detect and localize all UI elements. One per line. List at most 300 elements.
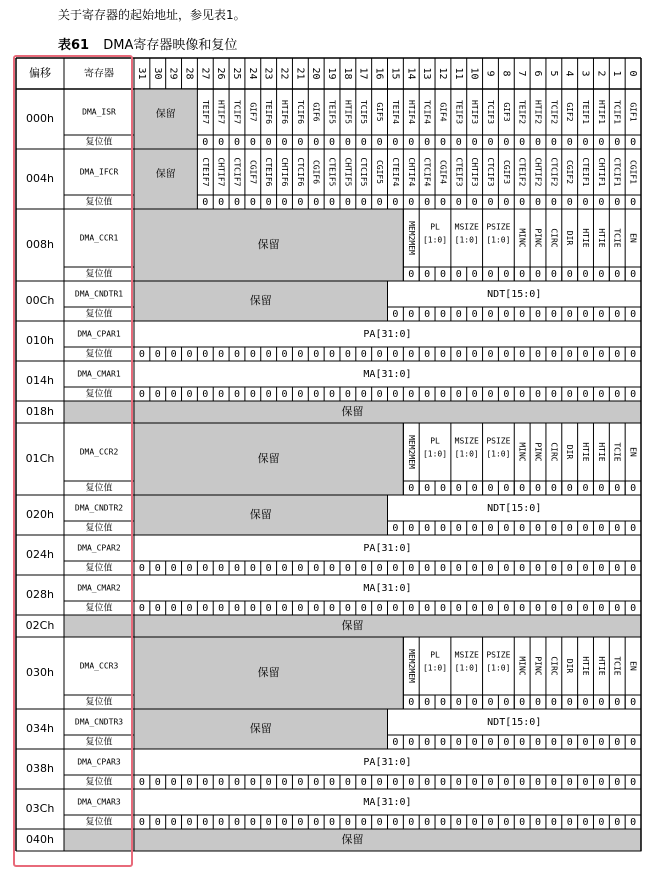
reset-bit: 0 bbox=[154, 389, 161, 400]
reset-bit: 0 bbox=[487, 563, 494, 574]
field-teif7: TEIF7 bbox=[200, 99, 210, 125]
register-name: DMA_CMAR1 bbox=[77, 369, 121, 379]
register-name: DMA_CCR1 bbox=[79, 233, 119, 243]
reset-bit: 0 bbox=[408, 389, 415, 400]
reset-bit: 0 bbox=[471, 603, 478, 614]
reset-bit: 0 bbox=[535, 563, 542, 574]
reset-bit: 0 bbox=[392, 309, 399, 320]
offset-024h: 024h bbox=[26, 548, 54, 561]
field-tcif4: TCIF4 bbox=[422, 99, 432, 125]
reset-bit: 0 bbox=[265, 349, 272, 360]
reset-bit: 0 bbox=[487, 523, 494, 534]
reset-bit: 0 bbox=[519, 697, 526, 708]
field-cteif2: CTEIF2 bbox=[517, 157, 527, 187]
reset-bit: 0 bbox=[439, 137, 446, 148]
reset-bit: 0 bbox=[614, 777, 621, 788]
field-tcif5: TCIF5 bbox=[359, 99, 369, 125]
field-htie: HTIE bbox=[596, 442, 606, 462]
field-gif3: GIF3 bbox=[501, 102, 511, 122]
reset-bit: 0 bbox=[297, 389, 304, 400]
reset-bit: 0 bbox=[265, 563, 272, 574]
reset-bit: 0 bbox=[439, 269, 446, 280]
reset-bit: 0 bbox=[598, 817, 605, 828]
table-title: DMA寄存器映像和复位 bbox=[103, 38, 238, 53]
reset-bit: 0 bbox=[614, 197, 621, 208]
header-bit-16: 16 bbox=[373, 67, 385, 80]
header-bit-26: 26 bbox=[215, 67, 227, 80]
register-name: DMA_CMAR2 bbox=[77, 583, 121, 593]
reset-bit: 0 bbox=[202, 137, 209, 148]
reset-bit: 0 bbox=[455, 309, 462, 320]
field-teif6: TEIF6 bbox=[264, 99, 274, 125]
field-mem2mem: MEM2MEM bbox=[406, 221, 416, 255]
field-address: MA[31:0] bbox=[363, 797, 412, 808]
reset-bit: 0 bbox=[455, 483, 462, 494]
offset-004h: 004h bbox=[26, 172, 54, 185]
reset-bit: 0 bbox=[233, 197, 240, 208]
reset-bit: 0 bbox=[154, 349, 161, 360]
reset-bit: 0 bbox=[233, 563, 240, 574]
reserved-label: 保留 bbox=[155, 109, 176, 120]
reset-bit: 0 bbox=[249, 349, 256, 360]
reset-bit: 0 bbox=[630, 563, 637, 574]
reset-bit: 0 bbox=[630, 269, 637, 280]
reset-bit: 0 bbox=[138, 389, 145, 400]
reset-bit: 0 bbox=[297, 197, 304, 208]
reset-label: 复位值 bbox=[85, 737, 113, 748]
field-cteif5: CTEIF5 bbox=[327, 157, 337, 187]
reset-bit: 0 bbox=[424, 269, 431, 280]
field-tcif7: TCIF7 bbox=[232, 99, 242, 125]
reset-bit: 0 bbox=[344, 603, 351, 614]
reset-bit: 0 bbox=[408, 523, 415, 534]
reset-bit: 0 bbox=[487, 389, 494, 400]
reset-bit: 0 bbox=[550, 777, 557, 788]
reset-bit: 0 bbox=[550, 697, 557, 708]
reset-bit: 0 bbox=[582, 137, 589, 148]
header-bit-4: 4 bbox=[563, 70, 575, 77]
reset-bit: 0 bbox=[519, 349, 526, 360]
field-ctcif6: CTCIF6 bbox=[295, 157, 305, 187]
reset-bit: 0 bbox=[170, 389, 177, 400]
reset-bit: 0 bbox=[281, 777, 288, 788]
reset-label: 复位值 bbox=[85, 349, 113, 360]
reset-bit: 0 bbox=[455, 697, 462, 708]
reset-bit: 0 bbox=[487, 737, 494, 748]
reset-label: 复位值 bbox=[85, 603, 113, 614]
reset-bit: 0 bbox=[550, 309, 557, 320]
reset-bit: 0 bbox=[392, 389, 399, 400]
field-cgif3: CGIF3 bbox=[501, 159, 511, 185]
reset-bit: 0 bbox=[455, 603, 462, 614]
reset-bit: 0 bbox=[566, 523, 573, 534]
reset-bit: 0 bbox=[376, 389, 383, 400]
reserved-label: 保留 bbox=[155, 169, 176, 180]
reset-bit: 0 bbox=[455, 777, 462, 788]
reset-bit: 0 bbox=[487, 269, 494, 280]
offset-008h: 008h bbox=[26, 238, 54, 251]
reset-bit: 0 bbox=[550, 389, 557, 400]
reset-bit: 0 bbox=[170, 603, 177, 614]
reset-bit: 0 bbox=[424, 349, 431, 360]
reset-bit: 0 bbox=[503, 603, 510, 614]
field-chtif2: CHTIF2 bbox=[533, 157, 543, 187]
reset-bit: 0 bbox=[535, 309, 542, 320]
header-bit-10: 10 bbox=[468, 67, 480, 80]
field-en: EN bbox=[628, 233, 638, 243]
header-bit-5: 5 bbox=[547, 70, 559, 77]
reset-bit: 0 bbox=[154, 777, 161, 788]
reset-label: 复位值 bbox=[85, 697, 113, 708]
reserved-label: 保留 bbox=[257, 452, 280, 465]
reset-bit: 0 bbox=[439, 309, 446, 320]
field-multibit: PL bbox=[430, 650, 440, 660]
reset-bit: 0 bbox=[313, 817, 320, 828]
field-tcif3: TCIF3 bbox=[485, 99, 495, 125]
reset-bit: 0 bbox=[218, 197, 225, 208]
reset-bit: 0 bbox=[439, 603, 446, 614]
reset-bit: 0 bbox=[392, 563, 399, 574]
reset-bit: 0 bbox=[233, 603, 240, 614]
reserved-label: 保留 bbox=[249, 508, 272, 521]
reset-bit: 0 bbox=[218, 777, 225, 788]
field-htif5: HTIF5 bbox=[343, 99, 353, 125]
register-name: DMA_CPAR3 bbox=[77, 757, 121, 767]
reset-bit: 0 bbox=[455, 817, 462, 828]
field-htif6: HTIF6 bbox=[280, 99, 290, 125]
reset-bit: 0 bbox=[249, 563, 256, 574]
reset-bit: 0 bbox=[519, 603, 526, 614]
reserved-label: 保留 bbox=[341, 405, 364, 418]
field-ctcif2: CTCIF2 bbox=[549, 157, 559, 187]
field-gif7: GIF7 bbox=[248, 102, 258, 122]
reset-bit: 0 bbox=[170, 563, 177, 574]
field-gif4: GIF4 bbox=[438, 102, 448, 122]
header-bit-9: 9 bbox=[484, 70, 496, 77]
field-cgif5: CGIF5 bbox=[375, 159, 385, 185]
reset-bit: 0 bbox=[424, 817, 431, 828]
register-name: DMA_CMAR3 bbox=[77, 797, 121, 807]
reset-bit: 0 bbox=[455, 389, 462, 400]
reset-bit: 0 bbox=[503, 389, 510, 400]
register-name: DMA_IFCR bbox=[79, 167, 119, 177]
reset-bit: 0 bbox=[535, 777, 542, 788]
reset-bit: 0 bbox=[281, 137, 288, 148]
reset-bit: 0 bbox=[424, 523, 431, 534]
reset-bit: 0 bbox=[392, 137, 399, 148]
reset-bit: 0 bbox=[614, 563, 621, 574]
field-address: PA[31:0] bbox=[363, 757, 412, 768]
field-htie: HTIE bbox=[581, 442, 591, 462]
reset-bit: 0 bbox=[566, 389, 573, 400]
field-multibit: MSIZE bbox=[454, 650, 479, 660]
register-name: DMA_CPAR1 bbox=[77, 329, 121, 339]
reset-bit: 0 bbox=[344, 349, 351, 360]
reset-bit: 0 bbox=[550, 137, 557, 148]
reset-bit: 0 bbox=[630, 349, 637, 360]
reset-bit: 0 bbox=[218, 817, 225, 828]
reset-bit: 0 bbox=[582, 483, 589, 494]
reset-bit: 0 bbox=[535, 197, 542, 208]
header-bit-15: 15 bbox=[389, 67, 401, 80]
reset-bit: 0 bbox=[329, 349, 336, 360]
reserved-label: 保留 bbox=[257, 238, 280, 251]
reset-bit: 0 bbox=[550, 737, 557, 748]
reset-bit: 0 bbox=[582, 603, 589, 614]
field-cteif3: CTEIF3 bbox=[454, 157, 464, 187]
reset-bit: 0 bbox=[487, 777, 494, 788]
field-gif5: GIF5 bbox=[375, 102, 385, 122]
reset-bit: 0 bbox=[519, 563, 526, 574]
reset-bit: 0 bbox=[344, 389, 351, 400]
register-name: DMA_CCR2 bbox=[79, 447, 119, 457]
field-minc: MINC bbox=[517, 656, 527, 676]
reset-label: 复位值 bbox=[85, 389, 113, 400]
field-multibit: PSIZE bbox=[486, 436, 511, 446]
reset-bit: 0 bbox=[265, 817, 272, 828]
reset-bit: 0 bbox=[503, 523, 510, 534]
offset-018h: 018h bbox=[26, 405, 54, 418]
register-name: DMA_CCR3 bbox=[79, 661, 119, 671]
reset-bit: 0 bbox=[376, 817, 383, 828]
reset-bit: 0 bbox=[503, 349, 510, 360]
field-cgif4: CGIF4 bbox=[438, 159, 448, 185]
reset-bit: 0 bbox=[630, 523, 637, 534]
reset-bit: 0 bbox=[630, 137, 637, 148]
reset-bit: 0 bbox=[376, 563, 383, 574]
reset-bit: 0 bbox=[392, 737, 399, 748]
reset-bit: 0 bbox=[535, 349, 542, 360]
reset-bit: 0 bbox=[424, 737, 431, 748]
reset-bit: 0 bbox=[297, 563, 304, 574]
reset-bit: 0 bbox=[376, 603, 383, 614]
reset-bit: 0 bbox=[439, 697, 446, 708]
reset-bit: 0 bbox=[614, 309, 621, 320]
header-bit-31: 31 bbox=[135, 67, 147, 80]
reset-bit: 0 bbox=[170, 349, 177, 360]
reset-bit: 0 bbox=[630, 309, 637, 320]
field-gif6: GIF6 bbox=[311, 102, 321, 122]
reset-bit: 0 bbox=[392, 523, 399, 534]
reset-bit: 0 bbox=[186, 777, 193, 788]
offset-02Ch: 02Ch bbox=[25, 619, 55, 632]
reset-bit: 0 bbox=[519, 137, 526, 148]
field-multibit: MSIZE bbox=[454, 222, 479, 232]
reset-bit: 0 bbox=[519, 483, 526, 494]
reset-bit: 0 bbox=[376, 137, 383, 148]
reset-bit: 0 bbox=[503, 777, 510, 788]
reset-bit: 0 bbox=[376, 197, 383, 208]
reset-bit: 0 bbox=[313, 349, 320, 360]
reset-bit: 0 bbox=[186, 817, 193, 828]
reset-bit: 0 bbox=[344, 137, 351, 148]
reset-bit: 0 bbox=[455, 197, 462, 208]
reset-bit: 0 bbox=[329, 563, 336, 574]
reset-bit: 0 bbox=[614, 603, 621, 614]
reset-bit: 0 bbox=[598, 523, 605, 534]
reset-bit: 0 bbox=[297, 349, 304, 360]
field-htif3: HTIF3 bbox=[470, 99, 480, 125]
reset-bit: 0 bbox=[614, 697, 621, 708]
reset-bit: 0 bbox=[582, 697, 589, 708]
reset-bit: 0 bbox=[202, 389, 209, 400]
offset-010h: 010h bbox=[26, 334, 54, 347]
offset-00Ch: 00Ch bbox=[25, 294, 55, 307]
reset-bit: 0 bbox=[360, 777, 367, 788]
reset-bit: 0 bbox=[408, 777, 415, 788]
reset-bit: 0 bbox=[455, 563, 462, 574]
reset-bit: 0 bbox=[455, 349, 462, 360]
reset-bit: 0 bbox=[614, 737, 621, 748]
reset-bit: 0 bbox=[566, 563, 573, 574]
reset-bit: 0 bbox=[281, 389, 288, 400]
reset-bit: 0 bbox=[630, 389, 637, 400]
reset-bit: 0 bbox=[313, 777, 320, 788]
reset-bit: 0 bbox=[424, 197, 431, 208]
reset-bit: 0 bbox=[218, 137, 225, 148]
offset-034h: 034h bbox=[26, 722, 54, 735]
reset-bit: 0 bbox=[630, 483, 637, 494]
reset-bit: 0 bbox=[360, 349, 367, 360]
reset-bit: 0 bbox=[408, 737, 415, 748]
reset-bit: 0 bbox=[535, 603, 542, 614]
reset-label: 复位值 bbox=[85, 197, 113, 208]
offset-038h: 038h bbox=[26, 762, 54, 775]
field-dir: DIR bbox=[565, 658, 575, 674]
field-address: PA[31:0] bbox=[363, 543, 412, 554]
reset-bit: 0 bbox=[471, 523, 478, 534]
reset-bit: 0 bbox=[566, 737, 573, 748]
reset-bit: 0 bbox=[233, 777, 240, 788]
reset-bit: 0 bbox=[550, 349, 557, 360]
reset-bit: 0 bbox=[281, 603, 288, 614]
reset-bit: 0 bbox=[138, 563, 145, 574]
reset-bit: 0 bbox=[487, 483, 494, 494]
reset-bit: 0 bbox=[582, 389, 589, 400]
reset-bit: 0 bbox=[408, 269, 415, 280]
reset-label: 复位值 bbox=[85, 563, 113, 574]
field-ctcif5: CTCIF5 bbox=[359, 157, 369, 187]
reset-bit: 0 bbox=[424, 483, 431, 494]
field-tcie: TCIE bbox=[612, 228, 622, 248]
reserved-label: 保留 bbox=[249, 294, 272, 307]
reset-bit: 0 bbox=[535, 737, 542, 748]
header-bit-19: 19 bbox=[326, 67, 338, 80]
header-bit-21: 21 bbox=[294, 67, 306, 80]
reset-bit: 0 bbox=[138, 817, 145, 828]
reset-bit: 0 bbox=[455, 737, 462, 748]
reset-bit: 0 bbox=[455, 137, 462, 148]
reset-bit: 0 bbox=[471, 137, 478, 148]
reset-bit: 0 bbox=[550, 563, 557, 574]
intro-text: 关于寄存器的起始地址，参见表1。 bbox=[58, 8, 246, 22]
field-en: EN bbox=[628, 447, 638, 457]
offset-028h: 028h bbox=[26, 588, 54, 601]
reset-bit: 0 bbox=[265, 389, 272, 400]
reset-bit: 0 bbox=[424, 777, 431, 788]
reset-bit: 0 bbox=[503, 197, 510, 208]
reset-bit: 0 bbox=[630, 777, 637, 788]
reset-bit: 0 bbox=[614, 269, 621, 280]
reset-bit: 0 bbox=[471, 483, 478, 494]
reset-bit: 0 bbox=[313, 137, 320, 148]
reset-bit: 0 bbox=[614, 817, 621, 828]
reset-bit: 0 bbox=[233, 817, 240, 828]
reset-bit: 0 bbox=[582, 197, 589, 208]
reset-bit: 0 bbox=[519, 389, 526, 400]
field-multibit: PL bbox=[430, 222, 440, 232]
reset-bit: 0 bbox=[186, 349, 193, 360]
field-range: [1:0] bbox=[422, 663, 448, 673]
reset-bit: 0 bbox=[471, 697, 478, 708]
field-multibit: PSIZE bbox=[486, 222, 511, 232]
reserved-label: 保留 bbox=[249, 722, 272, 735]
reset-bit: 0 bbox=[313, 197, 320, 208]
reset-label: 复位值 bbox=[85, 523, 113, 534]
field-htie: HTIE bbox=[596, 228, 606, 248]
reset-bit: 0 bbox=[487, 197, 494, 208]
reset-bit: 0 bbox=[519, 309, 526, 320]
reset-bit: 0 bbox=[392, 603, 399, 614]
reset-bit: 0 bbox=[566, 817, 573, 828]
reset-bit: 0 bbox=[519, 269, 526, 280]
field-cteif4: CTEIF4 bbox=[390, 157, 400, 187]
reset-bit: 0 bbox=[519, 197, 526, 208]
reset-bit: 0 bbox=[233, 389, 240, 400]
reset-label: 复位值 bbox=[85, 137, 113, 148]
reset-bit: 0 bbox=[154, 603, 161, 614]
reset-bit: 0 bbox=[313, 563, 320, 574]
field-address: PA[31:0] bbox=[363, 329, 412, 340]
reset-bit: 0 bbox=[265, 777, 272, 788]
reset-bit: 0 bbox=[360, 563, 367, 574]
field-htie: HTIE bbox=[581, 228, 591, 248]
field-cgif2: CGIF2 bbox=[565, 159, 575, 185]
reset-bit: 0 bbox=[535, 389, 542, 400]
reset-bit: 0 bbox=[535, 817, 542, 828]
field-pinc: PINC bbox=[533, 228, 543, 248]
table-number: 表61 bbox=[58, 38, 90, 53]
reset-bit: 0 bbox=[138, 777, 145, 788]
header-bit-22: 22 bbox=[278, 67, 290, 80]
field-ndt: NDT[15:0] bbox=[487, 503, 542, 514]
reset-bit: 0 bbox=[503, 563, 510, 574]
reset-bit: 0 bbox=[439, 483, 446, 494]
reset-bit: 0 bbox=[408, 309, 415, 320]
reset-bit: 0 bbox=[566, 137, 573, 148]
field-pinc: PINC bbox=[533, 656, 543, 676]
reset-bit: 0 bbox=[471, 563, 478, 574]
field-cgif6: CGIF6 bbox=[311, 159, 321, 185]
reset-bit: 0 bbox=[582, 817, 589, 828]
reset-bit: 0 bbox=[519, 737, 526, 748]
reset-bit: 0 bbox=[424, 137, 431, 148]
offset-014h: 014h bbox=[26, 374, 54, 387]
field-tcif6: TCIF6 bbox=[295, 99, 305, 125]
reset-bit: 0 bbox=[598, 309, 605, 320]
reset-bit: 0 bbox=[297, 603, 304, 614]
field-ndt: NDT[15:0] bbox=[487, 289, 542, 300]
reset-bit: 0 bbox=[503, 269, 510, 280]
reset-bit: 0 bbox=[202, 817, 209, 828]
reset-bit: 0 bbox=[630, 197, 637, 208]
reset-bit: 0 bbox=[408, 197, 415, 208]
field-mem2mem: MEM2MEM bbox=[406, 435, 416, 469]
reset-bit: 0 bbox=[392, 777, 399, 788]
reset-bit: 0 bbox=[487, 603, 494, 614]
reset-bit: 0 bbox=[487, 309, 494, 320]
field-dir: DIR bbox=[565, 444, 575, 460]
